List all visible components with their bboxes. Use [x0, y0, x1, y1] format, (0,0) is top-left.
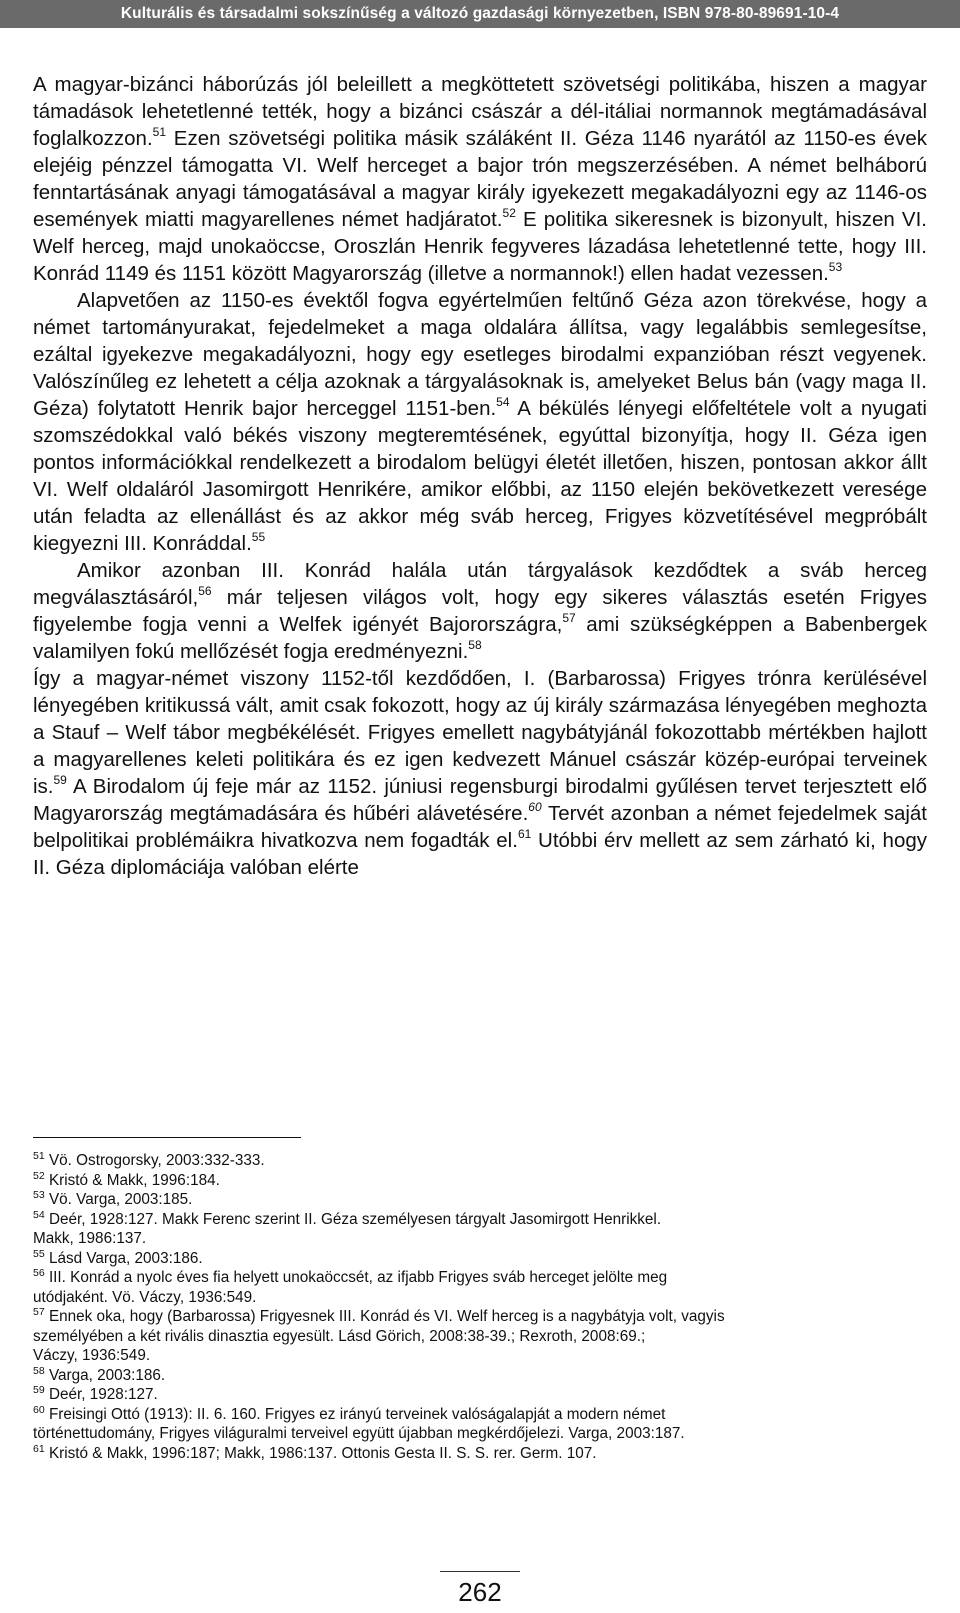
- paragraph-3: Amikor azonban III. Konrád halála után tárgyalások kezdődtek a sváb herceg megválasztásáról,$^{56}$ már teljesen világos volt, hogy egy sikeres választás esetén Frigyes figyelembe fogja venni a Welfek igényét Bajorországra,$^{57}$ ami szükségképpen a Babenbergek valamilyen fokú mellőzését fogja eredményezni.$^{58}$: [33, 559, 927, 663]
- footnote-ref-54[interactable]: 54: [496, 395, 510, 409]
- footnote-ref-51[interactable]: 51: [152, 125, 167, 139]
- footnote-ref-61[interactable]: 61: [517, 827, 532, 841]
- paragraph-1: A magyar-bizánci háborúzás jól beleillett a megköttetett szövetségi politikába, hiszen a magyar támadások lehetetlenné tették, hogy a bizánci császár a dél-itáliai normannok megtámadásával foglalkozzon.$^{51}$ Ezen szövetségi politika másik száláként II. Géza 1146 nyarától az 1150-es évek elejéig pénzzel támogatta VI. Welf herceget a bajor trón megszerzésében. A német belháború fenntartásának anyagi támogatásával a magyar király igyekezett megakadályozni egy az 1146-os események miatti magyarellenes német hadjáratot.$^{52}$ E politika sikeresnek is bizonyult, hiszen VI. Welf herceg, majd unokaöccse, Oroszlán Henrik fegyveres lázadása lehetetlenné tette, hogy III. Konrád 1149 és 1151 között Magyarország (illetve a normannok!) ellen hadat vezessen.$^{53}$: [33, 73, 927, 285]
- footnote-58: $^{58}$ Varga, 2003:186.: [33, 1364, 166, 1384]
- main-text: [33, 71, 927, 881]
- footnote-52: $^{52}$ Kristó & Makk, 1996:184.: [33, 1169, 220, 1189]
- footnote-ref-57[interactable]: 57: [562, 611, 576, 625]
- footnotes: [33, 1151, 927, 1463]
- footnote-ref-55[interactable]: 55: [251, 530, 266, 544]
- footnote-53: $^{53}$ Vö. Varga, 2003:185.: [33, 1189, 193, 1208]
- footnote-ref-56[interactable]: 56: [198, 584, 212, 598]
- footnote-ref-52[interactable]: 52: [502, 206, 516, 220]
- footnote-60: $^{60}$ Freisingi Ottó (1913): II. 6. 160. Frigyes ez irányú terveinek valóságalapját a modern német történettudomány, Frigyes világuralmi terveivel együtt újabban megkérdőjelezi. Varga, 2003:187.: [33, 1403, 685, 1442]
- footnote-59: $^{59}$ Deér, 1928:127.: [33, 1384, 158, 1403]
- footnote-separator: [33, 1137, 301, 1138]
- page-number-rule: [440, 1571, 520, 1572]
- footnote-ref-58[interactable]: 58: [468, 638, 482, 652]
- footnote-ref-53[interactable]: 53: [828, 260, 843, 274]
- paragraph-4: Így a magyar-német viszony 1152-től kezdődően, I. (Barbarossa) Frigyes trónra kerülésével lényegében kritikussá vált, amit csak fokozott, hogy az új király származása lényegében meghozta a Stauf – Welf tábor megbékélését. Frigyes emellett nagybátyjánál fokozottabb mértékben hajlott a magyarellenes keleti politikára és ez igen kedvezett Mánuel császár közép-európai terveinek is.$^{59}$ A Birodalom új feje már az 1152. júniusi regensburgi birodalmi gyűlésen tervet terjesztett elő Magyarország megtámadására és hűbéri alávetésére.$^{60}$ Tervét azonban a német fejedelmek saját belpolitikai problémáikra hivatkozva nem fogadták el.$^{61}$ Utóbbi érv mellett az sem zárható ki, hogy II. Géza diplomáciája valóban elérte: [33, 667, 928, 879]
- footnote-ref-60[interactable]: 60: [528, 800, 542, 814]
- footnote-51: $^{51}$ Vö. Ostrogorsky, 2003:332-333.: [33, 1150, 265, 1169]
- footnote-ref-59[interactable]: 59: [53, 773, 67, 787]
- page-number: 262: [458, 1577, 502, 1607]
- running-header: Kulturális és társadalmi sokszínűség a változó gazdasági környezetben, ISBN 978-80-89691-10-4: [0, 0, 960, 28]
- footnote-54: $^{54}$ Deér, 1928:127. Makk Ferenc szerint II. Géza személyesen tárgyalt Jasomirgott Henrikkel. Makk, 1986:137.: [33, 1208, 662, 1247]
- footnote-57: $^{57}$ Ennek oka, hogy (Barbarossa) Frigyesnek III. Konrád és VI. Welf herceg is a nagybátyja volt, vagyis személyében a két rivális dinasztia egyesült. Lásd Görich, 2008:38-39.; Rexroth, 2008:69.; Váczy, 1936:549.: [33, 1306, 725, 1364]
- footnote-61: $^{61}$ Kristó & Makk, 1996:187; Makk, 1986:137. Ottonis Gesta II. S. S. rer. Germ. 107.: [33, 1442, 597, 1462]
- footnote-56: $^{56}$ III. Konrád a nyolc éves fia helyett unokaöccsét, az ifjabb Frigyes sváb herceget jelölte meg utódjaként. Vö. Váczy, 1936:549.: [33, 1267, 668, 1306]
- paragraph-2: Alapvetően az 1150-es évektől fogva egyértelműen feltűnő Géza azon törekvése, hogy a német tartományurakat, fejedelmeket a maga oldalára állítsa, vagy legalábbis semlegesítse, ezáltal igyekezve megakadályozni, hogy egy esetleges birodalmi expanzióban részt vegyenek. Valószínűleg ez lehetett a célja azoknak a tárgyalásoknak is, amelyeket Belus bán (vagy maga II. Géza) folytatott Henrik bajor herceggel 1151-ben.$^{54}$ A békülés lényegi előfeltétele volt a nyugati szomszédokkal való békés viszony megteremtésének, egyúttal bizonyítja, hogy II. Géza igen pontos információkkal rendelkezett a birodalom belügyi életét illetően, hiszen, pontosan akkor állt VI. Welf oldaláról Jasomirgott Henrikére, amikor előbbi, az 1150 elején bekövetkezett veresége után feladta az ellenállást és az akkor még sváb herceg, Frigyes közvetítésével megpróbált kiegyezni III. Konráddal.$^{55}$: [33, 289, 927, 555]
- footnote-55: $^{55}$ Lásd Varga, 2003:186.: [33, 1247, 203, 1267]
